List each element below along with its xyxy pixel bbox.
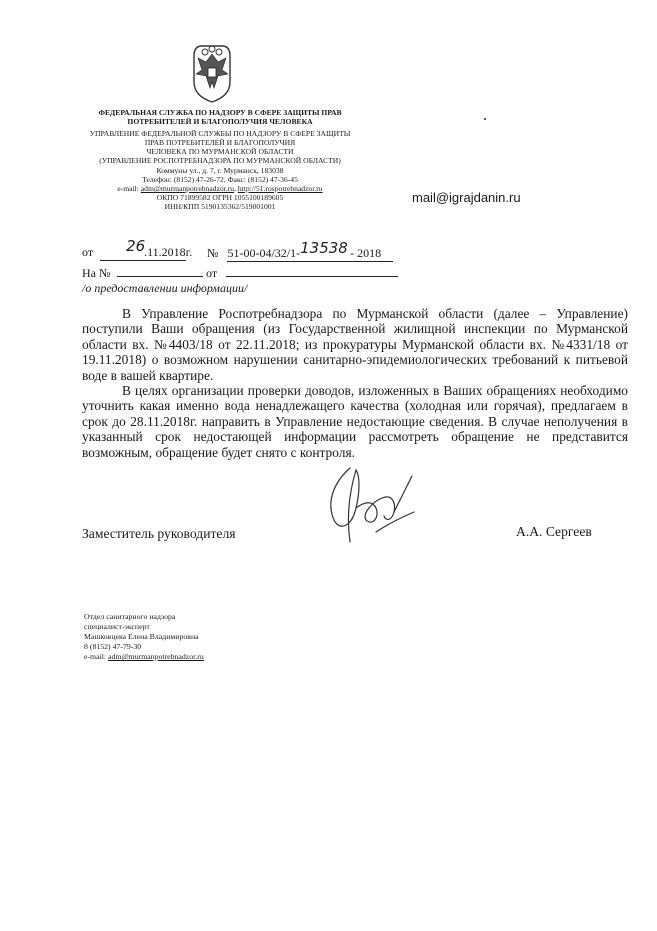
- office-phones: Телефон: (8152) 47-26-72, Факс: (8152) 47-36-45: [142, 175, 298, 184]
- office-name-line3: ЧЕЛОВЕКА ПО МУРМАНСКОЙ ОБЛАСТИ: [146, 147, 294, 156]
- from-label: от: [82, 245, 94, 259]
- date-printed: .11.2018г.: [144, 245, 193, 259]
- office-name-line4: (УПРАВЛЕНИЕ РОСПОТРЕБНАДЗОРА ПО МУРМАНСКОЙ ОБЛАСТИ): [99, 156, 341, 165]
- office-name-line2: ПРАВ ПОТРЕБИТЕЛЕЙ И БЛАГОПОЛУЧИЯ: [144, 138, 296, 147]
- incoming-number-label: На №: [82, 266, 111, 280]
- incoming-date-field: [226, 264, 398, 277]
- incoming-date-label: от: [206, 266, 218, 280]
- reference-date-row: [82, 237, 193, 261]
- date-field: [100, 237, 193, 261]
- signatory-position: Заместитель руководителя: [82, 526, 236, 541]
- handwritten-signature: [316, 462, 426, 552]
- incoming-ref-row: [82, 264, 203, 281]
- paragraph-2: В целях организации проверки доводов, изложенных в Ваших обращениях необходимо уточнить какая именно вода ненадлежащего качества (холодная или горячая), предлагаем в срок до 28.11.2018г. направить в Управление недостающие сведения. В случае неполучения в указанный срок недостающей информации рассмотреть обращение не представится возможным, обращение будет снято с контроля.: [82, 383, 628, 460]
- coat-of-arms-icon: [188, 42, 236, 104]
- letter-subject: /о предоставлении информации/: [82, 281, 248, 295]
- letter-body: [82, 306, 628, 460]
- signatory-name: А.А. Сергеев: [516, 524, 592, 539]
- agency-name-line2: ПОТРЕБИТЕЛЕЙ И БЛАГОПОЛУЧИЯ ЧЕЛОВЕКА: [127, 117, 313, 126]
- executor-email-label: e-mail:: [84, 652, 109, 661]
- agency-name-line1: ФЕДЕРАЛЬНАЯ СЛУЖБА ПО НАДЗОРУ В СФЕРЕ ЗАЩИТЫ ПРАВ: [98, 108, 342, 117]
- office-name-line1: УПРАВЛЕНИЕ ФЕДЕРАЛЬНОЙ СЛУЖБЫ ПО НАДЗОРУ В СФЕРЕ ЗАЩИТЫ: [89, 129, 351, 138]
- office-web-link[interactable]: http://51.rospotrebnadzor.ru: [237, 184, 323, 193]
- contacts-separator: ,: [234, 184, 238, 193]
- scan-speck: [484, 118, 486, 120]
- number-suffix: - 2018: [350, 246, 382, 260]
- executor-email-link[interactable]: adm@murmanpotrebnadzor.ru: [108, 652, 204, 661]
- number-prefix: 51-00-04/32/1-: [227, 246, 301, 260]
- date-handwritten: 26: [126, 237, 146, 255]
- number-label: №: [207, 246, 219, 260]
- reference-number-row: [207, 239, 393, 262]
- office-inn: ИНН/КПП 5190135362/519001001: [164, 202, 276, 211]
- office-address: Коммуны ул., д. 7, г. Мурманск, 183038: [156, 166, 284, 175]
- executor-dept: Отдел санитарного надзора: [84, 612, 176, 621]
- executor-role: специалист-эксперт: [84, 622, 150, 631]
- executor-email-row: [84, 652, 204, 662]
- recipient-email: mail@igrajdanin.ru: [412, 190, 521, 205]
- number-handwritten: 13538: [300, 239, 348, 257]
- incoming-number-field: [117, 264, 203, 277]
- incoming-date-row: [206, 264, 398, 281]
- office-email-link[interactable]: adm@murmanpotrebnadzor.ru: [140, 184, 235, 193]
- paragraph-1: В Управление Роспотребнадзора по Мурманской области (далее – Управление) поступили Ваши обращения (из Государственной жилищной инспекции по Мурманской области вх. №4403/18 от 22.11.2018; из прокуратуры Мурманской области вх. №4331/18 от 19.11.2018) о возможном нарушении санитарно-эпидемиологических требований к питьевой воде в вашей квартире.: [82, 306, 628, 383]
- office-okpo: ОКПО 71899582 ОГРН 1055100189605: [156, 193, 284, 202]
- office-contacts: [80, 184, 360, 193]
- email-label: e-mail:: [117, 184, 141, 193]
- executor-phone: 8 (8152) 47-79-30: [84, 642, 142, 651]
- executor-name: Машковцева Елена Владимировна: [84, 632, 199, 641]
- number-field: [227, 239, 393, 262]
